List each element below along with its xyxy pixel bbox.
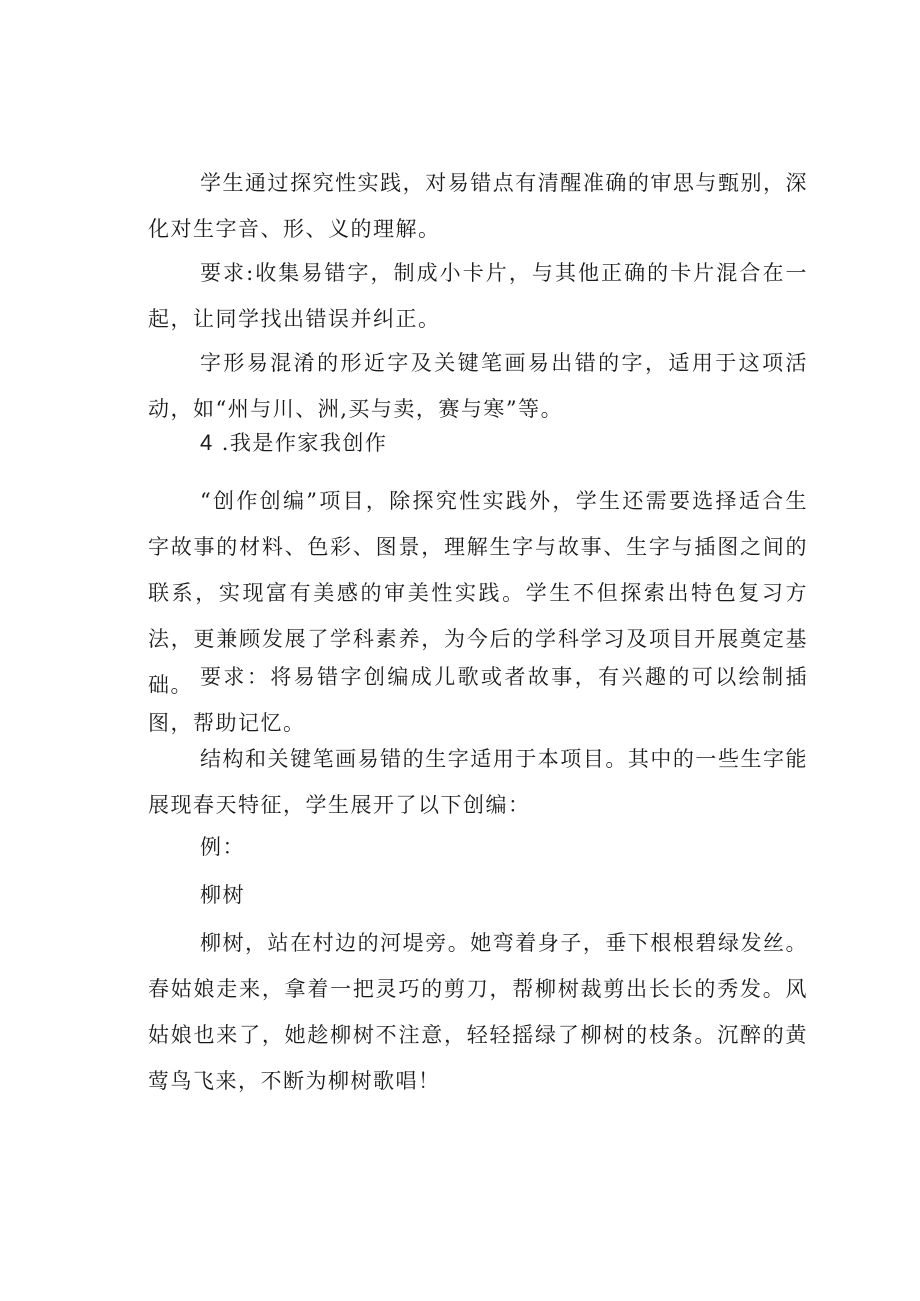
section-heading-text: .我是作家我创作 (221, 431, 388, 455)
paragraph-story-requirement: 要求：将易错字创编成儿歌或者故事，有兴趣的可以绘制插图，帮助记忆。 (148, 665, 808, 735)
section-heading (200, 420, 387, 466)
example-label: 例： (200, 835, 245, 859)
story-body: 柳树，站在村边的河堤旁。她弯着身子，垂下根根碧绿发丝。春姑娘走来，拿着一把灵巧的剪刀，帮柳树裁剪出长长的秀发。风姑娘也来了，她趁柳树不注意，轻轻摇绿了柳树的枝条。沉醉的黄莺鸟飞来，不断为柳树歌唱！ (148, 931, 808, 1093)
paragraph-creative-project: “创作创编”项目，除探究性实践外，学生还需要选择适合生字故事的材料、色彩、图景，理解生字与故事、生字与插图之间的联系，实现富有美感的审美性实践。学生不但探索出特色复习方法，更兼顾发展了学科素养，为今后的学科学习及项目开展奠定基础。 (148, 489, 808, 697)
paragraph-applicable-chars: 字形易混淆的形近字及关键笔画易出错的字，适用于这项活动，如“州与川、洲,买与卖，赛与寒”等。 (148, 351, 808, 421)
story-title: 柳树 (200, 883, 245, 907)
paragraph-practice-result: 学生通过探究性实践，对易错点有清醒准确的审思与甄别，深化对生字音、形、义的理解。 (148, 171, 808, 241)
paragraph-spring-chars: 结构和关键笔画易错的生字适用于本项目。其中的一些生字能展现春天特征，学生展开了以下创编： (148, 747, 808, 817)
paragraph-card-requirement: 要求:收集易错字，制成小卡片，与其他正确的卡片混合在一起，让同学找出错误并纠正。 (148, 261, 808, 331)
section-heading-number: 4 (200, 430, 214, 455)
